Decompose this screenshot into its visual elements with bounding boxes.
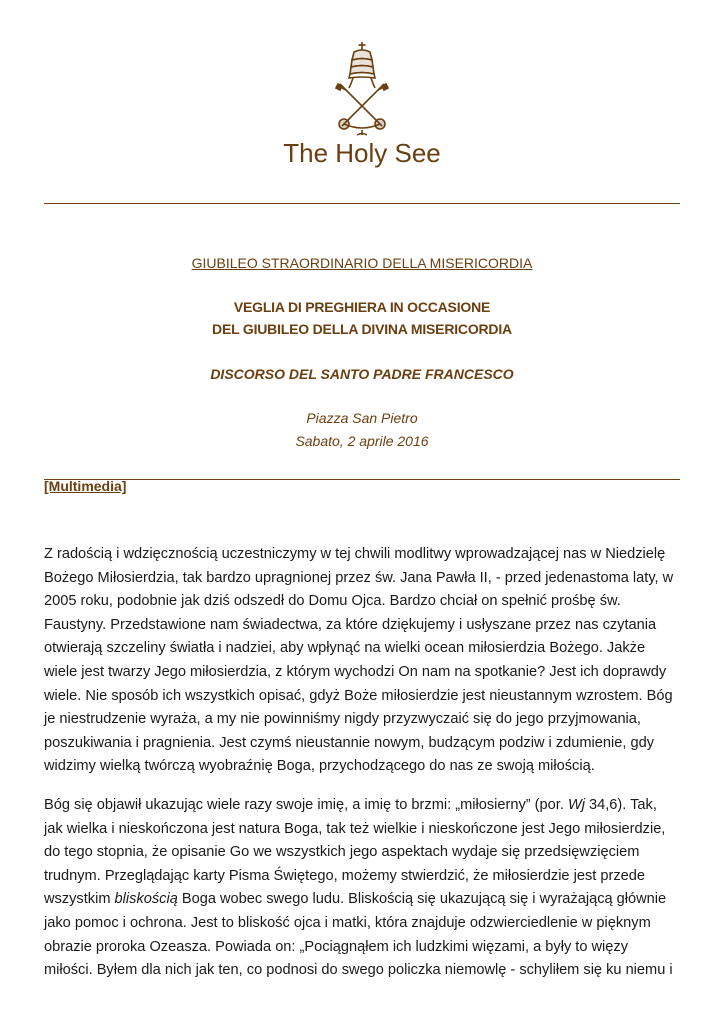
paragraph-line: Bożego Miłosierdzia, tak bardzo upragnionej przez św. Jana Pawła II, - przed jedenastoma laty, w — [44, 569, 674, 586]
text-run: Bóg się objawił ukazując wiele razy swoje imię, a imię to brzmi: „miłosierny” (por. — [44, 797, 568, 813]
paragraph-line: trudnym. Przeglądając karty Pisma Świętego, możemy stwierdzić, że miłosierdzie jest przede — [44, 867, 645, 884]
paragraph-line: 2005 roku, podobnie jak dziś odszedł do Domu Ojca. Bardzo chciał on spełnić prośbę św. — [44, 593, 621, 610]
section-divider — [44, 479, 680, 480]
site-title: The Holy See — [283, 138, 441, 168]
paragraph-line — [44, 794, 680, 818]
paragraph-line: je niestrudzenie wyraża, a my nie powinniśmy nigdy przyzwyczaić się do jego przyjmowania, — [44, 711, 641, 728]
event-date: Sabato, 2 aprile 2016 — [295, 433, 429, 449]
paragraph-line: otwierają szczeliny światła i nadziei, aby wpłynąć na wielki ocean miłosierdzia Bożego. Jakże — [44, 640, 646, 657]
paragraph-line: Z radością i wdzięcznością uczestniczymy w tej chwili modlitwy wprowadzającej nas w Niedzielę — [44, 546, 666, 562]
event-title-line-2: DEL GIUBILEO DELLA DIVINA MISERICORDIA — [212, 321, 512, 337]
emphasized-word: bliskością — [114, 891, 178, 908]
paragraph-line: widzimy wielką twórczą wyobraźnię Boga, przychodzącego do nas ze swoją miłością. — [44, 758, 595, 775]
paragraph-line — [44, 888, 680, 912]
paragraph-line: jak wielka i nieskończona jest natura Boga, tak też wielkie i nieskończone jest Jego miłosierdzie, — [44, 820, 666, 837]
paragraph-line: jako pomoc i ochrona. Jest to bliskość ojca i matki, która znajduje odzwierciedlenie w pięknym — [44, 914, 651, 931]
text-run: 34,6). Tak, — [584, 797, 657, 813]
jubilee-link[interactable]: GIUBILEO STRAORDINARIO DELLA MISERICORDIA — [191, 255, 533, 271]
discourse-heading: DISCORSO DEL SANTO PADRE FRANCESCO — [210, 366, 514, 382]
paragraph-1 — [44, 543, 680, 779]
paragraph-line: Faustyny. Przedstawione nam świadectwa, za które dziękujemy i usłyszane przez nas czytania — [44, 616, 657, 633]
paragraph-line: wiele jest twarzy Jego miłosierdzia, z którym wychodzi On nam na spotkanie? Jest ich doprawdy — [44, 663, 667, 680]
holy-see-emblem-icon — [324, 40, 400, 136]
scripture-reference: Wj — [567, 797, 585, 813]
event-place: Piazza San Pietro — [306, 410, 418, 426]
paragraph-2 — [44, 794, 680, 983]
paragraph-line: miłości. Byłem dla nich jak ten, co podnosi do swego policzka niemowlę - schyliłem się ku niemu i — [44, 962, 673, 979]
text-run: wszystkim — [44, 891, 115, 908]
text-run: Boga wobec swego ludu. Bliskością się ukazującą się i wyrażającą głównie — [177, 891, 667, 908]
paragraph-line: do tego stopnia, że opisanie Go we wszystkich jego aspektach wydaje się przedsięwzięciem — [44, 844, 640, 861]
paragraph-line: poszukiwania i pragnienia. Jest czymś nieustannie nowym, budzącym podziw i zdumienie, gdy — [44, 734, 654, 751]
event-title-line-1: VEGLIA DI PREGHIERA IN OCCASIONE — [233, 299, 491, 315]
paragraph-line: wiele. Nie sposób ich wszystkich opisać, gdyż Boże miłosierdzie jest nieustannym wzrostem. Bóg — [44, 687, 673, 704]
header-divider — [44, 203, 680, 204]
paragraph-line: obrazie proroka Ozeasza. Powiada on: „Pociągnąłem ich ludzkimi więzami, a były to więzy — [44, 938, 629, 955]
multimedia-link[interactable]: [Multimedia] — [44, 478, 127, 494]
